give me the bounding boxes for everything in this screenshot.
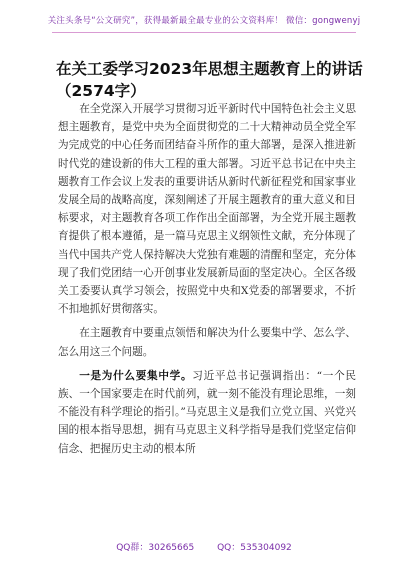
- section-text: 习近平总书记强调指出：“一个民族、一个国家要走在时代前列，就一刻不能没有理论思维，一刻不能没有科学理论的指引。”马克思主义是我们立党立国、兴党兴国的根本指导思想，拥有马克思主义科学指导是我们党坚定信仰信念、把握历史主动的根本所: [58, 369, 357, 455]
- footer-qq-group: QQ群：30265665: [116, 543, 195, 553]
- paragraph-intro: 在全党深入开展学习贯彻习近平新时代中国特色社会主义思想主题教育，是党中央为全面贯彻党的二十大精神动员全党全军为完成党的中心任务而团结奋斗所作的重大部署，是深入推进新时代党的建设新的伟大工程的重大部署。习近平总书记在中央主题教育工作会议上发表的重要讲话从新时代新征程党和国家事业发展全局的战略高度，深刻阐述了开展主题教育的重大意义和目标要求，对主题教育各项工作作出全面部署，为全党开展主题教育提供了根本遵循，是一篇马克思主义纲领性文献，充分体现了当代中国共产党人保持解决大党独有难题的清醒和坚定，充分体现了我们党团结一心开创事业发展新局面的坚定决心。全区各级关工委要认真学习领会，按照党中央和X党委的部署要求，不折不扣地抓好贯彻落实。: [58, 103, 356, 316]
- paragraph-section-one: [58, 367, 356, 458]
- document-body: [58, 100, 356, 458]
- paragraph-questions: 在主题教育中要重点领悟和解决为什么要集中学、怎么学、怎么用这三个问题。: [58, 327, 356, 358]
- document-title: 在关工委学习2023年思想主题教育上的讲话（2574字）: [56, 60, 363, 100]
- section-heading: 一是为什么要集中学。: [79, 369, 193, 382]
- footer-qq: QQ：535304092: [217, 543, 292, 553]
- header-divider: [52, 32, 356, 33]
- header-banner: 关注头条号“公文研究”，获得最新最全最专业的公文资料库！ 微信：gongwenyj: [47, 16, 361, 26]
- footer: [0, 540, 408, 553]
